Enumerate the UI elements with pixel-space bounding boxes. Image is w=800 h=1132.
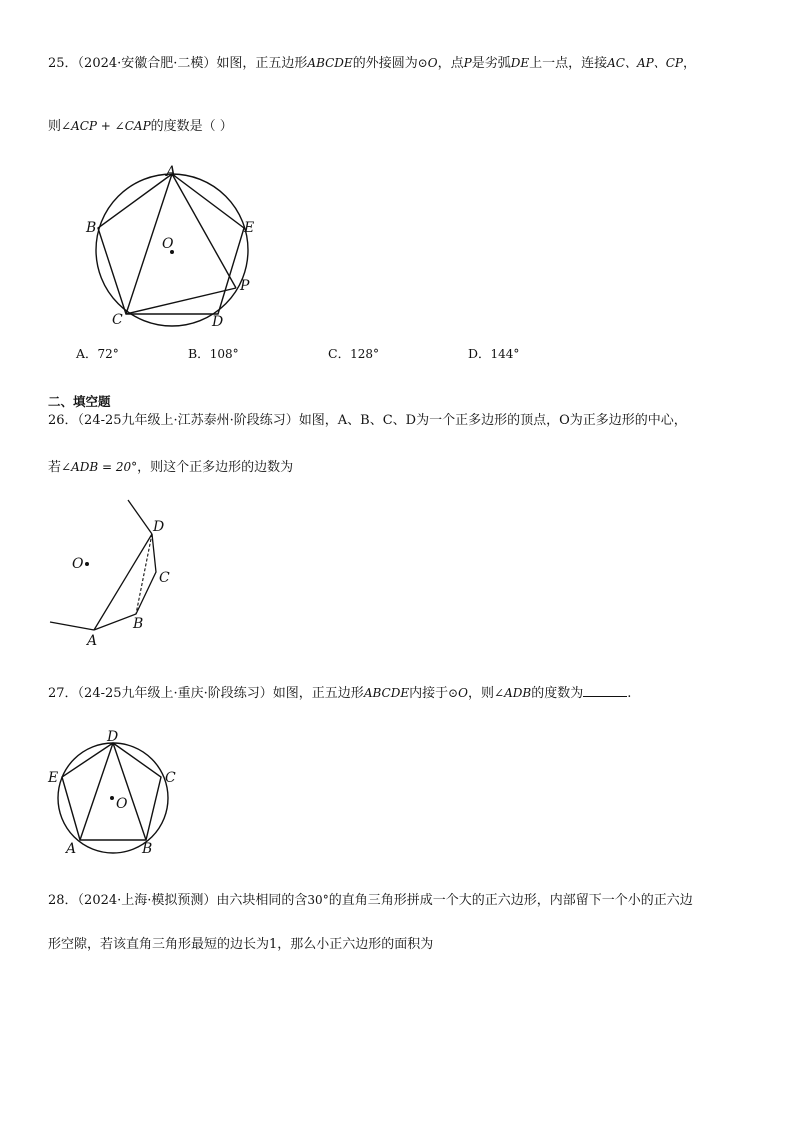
option-value: 144° <box>490 347 520 361</box>
q27-math: ∠ADB <box>494 686 532 700</box>
q26-edge-top <box>128 500 152 534</box>
q25-text: 的度数是（ ） <box>150 119 233 134</box>
q25-text: 如图，正五边形 <box>216 56 308 71</box>
q26-source: （24-25九年级上·江苏泰州·阶段练习） <box>77 413 299 428</box>
q28-text: 形空隙，若该直角三角形最短的边长为1，那么小正六边形的面积为 <box>48 937 434 952</box>
q28-line-2 <box>48 936 433 954</box>
q27-text: 的度数为 <box>531 686 584 701</box>
q25-label-a: A <box>166 164 177 180</box>
q25-text: 是劣弧 <box>471 56 511 71</box>
q25-text: 则 <box>48 119 62 134</box>
q26-label-d: D <box>153 519 165 535</box>
q27-math: ABCDE <box>363 686 410 700</box>
q27-label-c: C <box>165 770 176 786</box>
q25-math: ∠ACP + ∠CAP <box>61 119 151 133</box>
q26-label-o: O <box>72 556 84 572</box>
q25-label-o: O <box>162 236 174 252</box>
q26-segment-da <box>94 534 152 630</box>
q25-option-a <box>76 344 119 362</box>
q27-line-1 <box>48 684 631 703</box>
q27-pentagon <box>62 743 161 840</box>
q28-text: 的直角三角形拼成一个大的正六边形，内部留下一个小的正六边 <box>328 893 693 908</box>
q26-text: ，则这个正多边形的边数为 <box>137 460 294 475</box>
q27-text: . <box>627 686 632 701</box>
q27-text: 如图，正五边形 <box>272 686 364 701</box>
option-key: C． <box>328 346 351 361</box>
option-value: 72° <box>97 347 119 361</box>
q26-label-b: B <box>133 616 144 632</box>
q26-text: 若 <box>48 460 62 475</box>
option-value: 128° <box>350 347 379 361</box>
answer-blank[interactable] <box>583 684 627 697</box>
q26-edge-left <box>50 622 94 630</box>
q25-text: 的外接圆为 <box>352 56 418 71</box>
q28-text: 由六块相同的含 <box>216 893 308 908</box>
option-key: B． <box>188 346 210 361</box>
q27-source: （24-25九年级上·重庆·阶段练习） <box>77 686 273 701</box>
q25-text: ，点 <box>437 56 464 71</box>
section-title: 二、填空题 <box>48 394 111 409</box>
q27-math: ⊙O <box>448 686 469 700</box>
q25-option-c <box>328 344 379 362</box>
q27-number: 27． <box>48 686 78 701</box>
option-key: A． <box>76 346 98 361</box>
q26-text: 如图，A、B、C、D为一个正多边形的顶点，O为正多边形的中心， <box>298 413 687 428</box>
q28-line-1 <box>48 891 693 910</box>
q26-center-dot <box>85 562 89 566</box>
option-key: D． <box>468 346 491 361</box>
q25-math: ABCDE <box>307 56 353 70</box>
q25-math: P <box>463 56 472 70</box>
q25-label-c: C <box>112 312 123 328</box>
q26-math: ∠ADB = 20° <box>61 460 138 474</box>
q26-line-2 <box>48 458 293 477</box>
q25-math: AC、AP、CP <box>607 56 683 70</box>
q25-text: 上一点，连接 <box>529 56 608 71</box>
q25-label-p: P <box>240 278 250 294</box>
q25-segment-ap <box>172 174 236 288</box>
q27-center-dot <box>110 796 114 800</box>
q27-label-e: E <box>48 770 59 786</box>
q27-label-a: A <box>66 841 77 857</box>
q27-text: ，则 <box>468 686 495 701</box>
q26-label-a: A <box>87 633 98 649</box>
q25-math: DE <box>510 56 530 70</box>
q27-text: 内接于 <box>409 686 449 701</box>
q25-option-b <box>188 344 239 362</box>
q25-option-d <box>468 344 519 362</box>
q28-source: （2024·上海·模拟预测） <box>77 893 217 908</box>
option-value: 108° <box>209 347 239 361</box>
q27-segment-da <box>80 743 113 840</box>
q26-number: 26． <box>48 413 78 428</box>
q27-label-d: D <box>107 729 119 745</box>
q25-source: （2024·安徽合肥·二模） <box>77 56 217 71</box>
q25-label-e: E <box>244 220 255 236</box>
q25-text: ， <box>683 56 697 71</box>
q27-label-b: B <box>142 841 153 857</box>
q25-math: ⊙O <box>417 56 438 70</box>
q28-math: 30° <box>307 893 329 907</box>
q26-label-c: C <box>159 570 170 586</box>
q25-label-b: B <box>86 220 97 236</box>
q26-line-1 <box>48 412 687 430</box>
q25-number: 25． <box>48 56 78 71</box>
q28-number: 28． <box>48 893 78 908</box>
q27-label-o: O <box>116 796 128 812</box>
q25-label-d: D <box>212 314 224 330</box>
q27-segment-db <box>113 743 146 840</box>
